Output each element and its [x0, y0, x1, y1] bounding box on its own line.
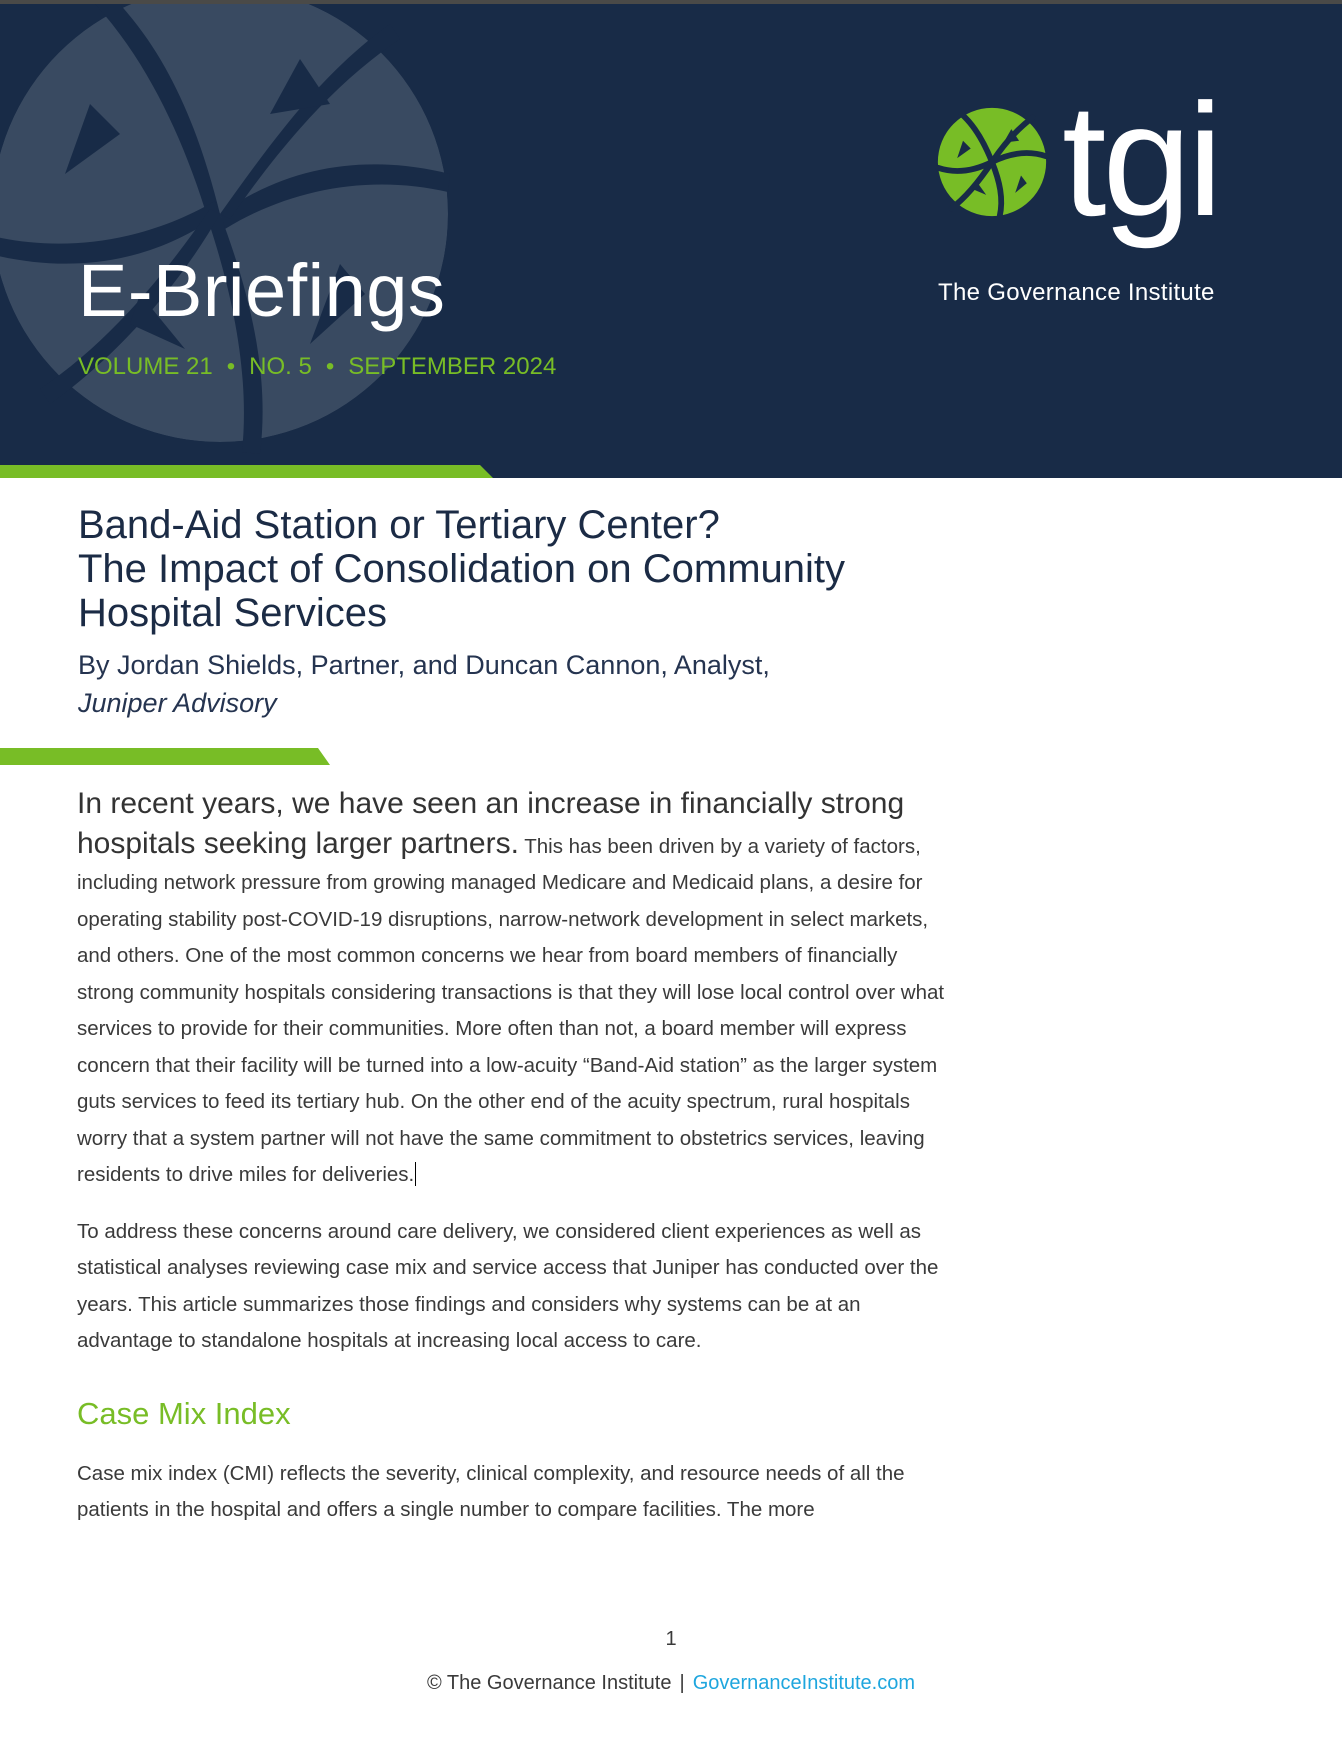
lead-paragraph[interactable] [77, 786, 957, 1194]
issue-info [78, 352, 556, 382]
article-title [78, 503, 978, 635]
lead-highlight: In recent years, we have seen an increase in financially strong hospitals seeking larger partners. [77, 787, 905, 860]
title-line: The Impact of Consolidation on Community [78, 547, 846, 591]
lead-text: This has been driven by a variety of factors, including network pressure from growing managed Medicare and Medicaid plans, a desire for operating stability post-COVID-19 disruptions, narrow-network development in select markets, and others. One of the most common concerns we hear from board members of financially strong community hospitals considering transactions is that they will lose local control over what services to provide for their communities. More often than not, a board member will express concern that their facility will be turned into a low-acuity “Band-Aid station” as the larger system guts services to feed its tertiary hub. On the other end of the acuity spectrum, rural hospitals worry that a system partner will not have the same commitment to obstetrics services, leaving residents to drive miles for deliveries. [77, 834, 945, 1186]
footer-separator: | [679, 1672, 685, 1694]
byline [78, 646, 770, 722]
author-organization: Juniper Advisory [78, 688, 277, 718]
authors: By Jordan Shields, Partner, and Duncan Cannon, Analyst, [78, 650, 770, 680]
page-number: 1 [665, 1628, 677, 1650]
issue-volume: VOLUME 21 [78, 353, 213, 380]
accent-stripe [0, 465, 497, 478]
issue-number: NO. 5 [249, 353, 312, 380]
bullet-separator: • [226, 353, 236, 380]
issue-date: SEPTEMBER 2024 [348, 353, 557, 380]
website-link[interactable]: GovernanceInstitute.com [692, 1672, 916, 1694]
section-heading: Case Mix Index [77, 1395, 291, 1431]
title-line: Hospital Services [78, 591, 388, 635]
body-paragraph[interactable]: To address these concerns around care delivery, we considered client experiences as well as statistical analyses reviewing case mix and service access that Juniper has conducted over the years. This article summarizes those findings and considers why systems can be at an advantage to standalone hospitals at increasing local access to care. [77, 1219, 939, 1352]
masthead [0, 4, 1342, 478]
organization-name: The Governance Institute [938, 279, 1215, 306]
watermark-leaf-icon [0, 4, 470, 464]
tgi-logo [930, 70, 1250, 310]
accent-stripe [0, 748, 330, 765]
body-paragraph[interactable]: Case mix index (CMI) reflects the severity, clinical complexity, and resource needs of all the patients in the hospital and offers a single number to compare facilities. The more [77, 1461, 905, 1521]
footer [0, 1670, 1342, 1696]
text-cursor [415, 1162, 416, 1186]
copyright: © The Governance Institute [426, 1672, 672, 1694]
publication-title: E-Briefings [78, 249, 446, 332]
tgi-circle-leaf-icon [934, 104, 1050, 220]
title-line: Band-Aid Station or Tertiary Center? [78, 503, 720, 547]
tgi-wordmark: tgi [1062, 70, 1219, 249]
bullet-separator: • [325, 353, 335, 380]
article-body [77, 786, 957, 1529]
